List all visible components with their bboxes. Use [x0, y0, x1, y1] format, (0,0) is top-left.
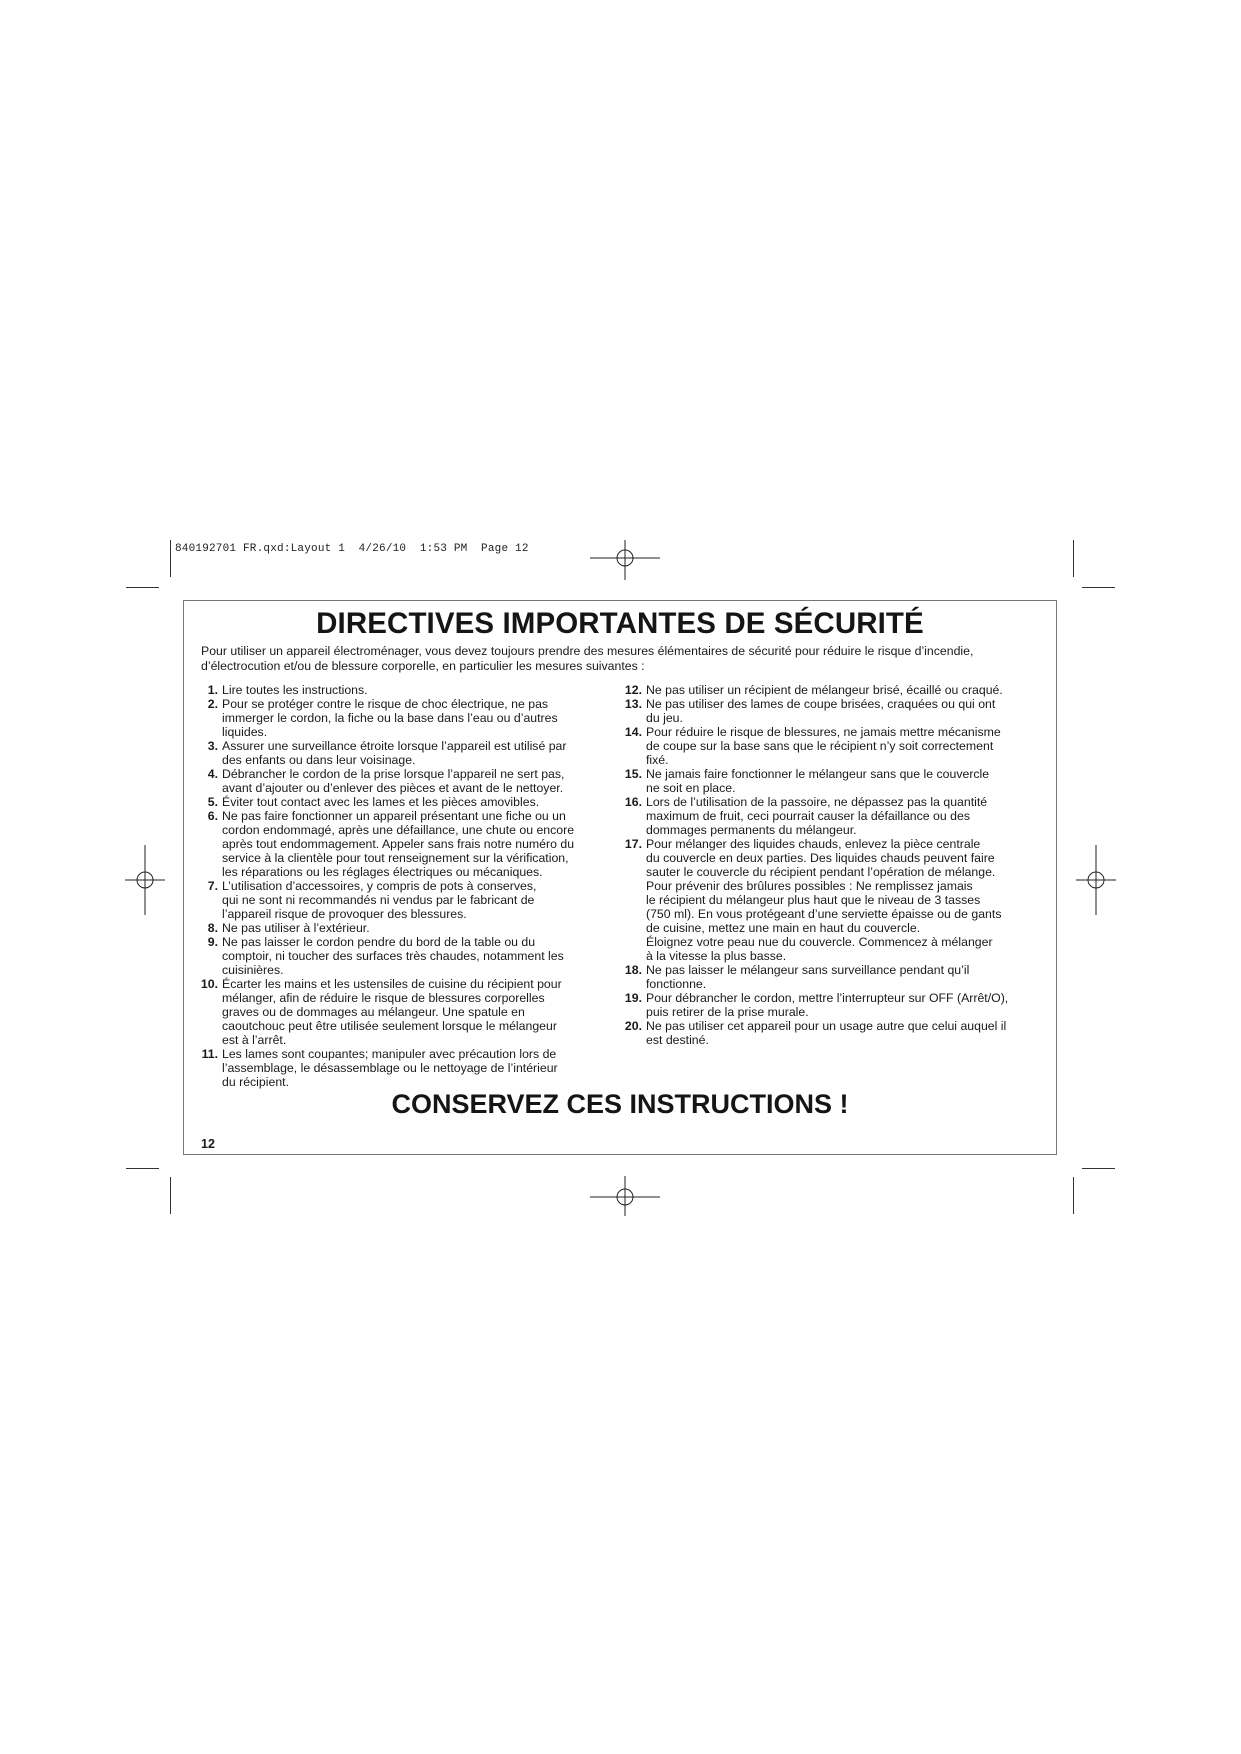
page-number: 12: [201, 1137, 215, 1151]
registration-mark-bottom-icon: [590, 1176, 660, 1216]
item-number: 3.: [207, 739, 218, 753]
list-item: [196, 683, 616, 697]
item-text: Ne pas faire fonctionner un appareil présentant une fiche ou un cordon endommagé, après une défaillance, une chute ou encore après tout endommagement. Appeler sans frais notre numéro du service à la clientèle pour tout renseignement sur la vérification, les réparations ou les réglages électriques ou mécaniques.: [222, 809, 575, 879]
item-number: 4.: [207, 767, 218, 781]
crop-mark: [126, 587, 159, 588]
list-item: [620, 725, 1050, 767]
safety-directives-panel: [183, 600, 1057, 1155]
item-number: 11.: [201, 1047, 218, 1061]
crop-mark: [1082, 1168, 1115, 1169]
footer-title: CONSERVEZ CES INSTRUCTIONS !: [391, 1089, 849, 1119]
item-text: Pour débrancher le cordon, mettre l’interrupteur sur OFF (Arrêt/O), puis retirer de la prise murale.: [646, 991, 1009, 1019]
page-title: DIRECTIVES IMPORTANTES DE SÉCURITÉ: [316, 607, 924, 640]
list-item: [196, 795, 616, 809]
item-text: Ne pas utiliser cet appareil pour un usage autre que celui auquel il est destiné.: [646, 1019, 1007, 1047]
crop-mark: [170, 1177, 171, 1214]
printer-slug-line: 840192701 FR.qxd:Layout 1 4/26/10 1:53 PM Page 12: [175, 543, 529, 555]
item-text: Pour se protéger contre le risque de choc électrique, ne pas immerger le cordon, la fiche ou la base dans l’eau ou d’autres liquides.: [222, 697, 558, 739]
item-text: Pour réduire le risque de blessures, ne jamais mettre mécanisme de coupe sur la base sans que le récipient n’y soit correctement fixé.: [646, 725, 1001, 767]
item-text: Ne pas utiliser un récipient de mélangeur brisé, écaillé ou craqué.: [646, 683, 1003, 697]
item-text: Débrancher le cordon de la prise lorsque l’appareil ne sert pas, avant d’ajouter ou d’enlever des pièces et avant de le nettoyer.: [222, 767, 565, 795]
item-number: 15.: [624, 767, 642, 781]
crop-mark: [170, 540, 171, 577]
list-item: [620, 991, 1050, 1019]
item-number: 12.: [624, 683, 642, 697]
registration-mark-left-icon: [125, 845, 165, 915]
item-number: 13.: [624, 697, 642, 711]
item-text: Ne jamais faire fonctionner le mélangeur sans que le couvercle ne soit en place.: [646, 767, 990, 795]
item-text: Ne pas laisser le mélangeur sans surveillance pendant qu’il fonctionne.: [646, 963, 970, 991]
item-text: Écarter les mains et les ustensiles de cuisine du récipient pour mélanger, afin de réduire le risque de blessures corporelles graves ou de dommages au mélangeur. Une spatule en caoutchouc peut être utilisée seulement lorsque le mélangeur est à l’arrêt.: [222, 977, 562, 1047]
crop-mark: [1073, 540, 1074, 577]
item-number: 2.: [207, 697, 218, 711]
list-item: [620, 963, 1050, 991]
list-item: [196, 879, 616, 921]
intro-paragraph: Pour utiliser un appareil électroménager, vous devez toujours prendre des mesures élémentaires de sécurité pour réduire le risque d’incendie, d’électrocution et/ou de blessure corporelle, en particulier les mesures suivantes :: [201, 644, 974, 673]
list-item: [620, 1019, 1050, 1047]
item-text: Les lames sont coupantes; manipuler avec précaution lors de l’assemblage, le désassemblage ou le nettoyage de l’intérieur du récipient.: [222, 1047, 558, 1089]
item-text: Assurer une surveillance étroite lorsque l’appareil est utilisé par des enfants ou dans leur voisinage.: [222, 739, 567, 767]
list-item: [196, 921, 616, 935]
item-number: 5.: [207, 795, 218, 809]
list-item: [196, 767, 616, 795]
item-number: 1.: [207, 683, 218, 697]
left-instructions-column: [196, 683, 616, 1089]
item-number: 20.: [624, 1019, 642, 1033]
item-number: 9.: [207, 935, 218, 949]
list-item: [196, 1047, 616, 1089]
item-number: 14.: [624, 725, 642, 739]
list-item: [620, 697, 1050, 725]
item-number: 16.: [624, 795, 642, 809]
item-text: Ne pas utiliser à l’extérieur.: [222, 921, 370, 935]
list-item: [196, 739, 616, 767]
crop-mark: [126, 1168, 159, 1169]
list-item: [196, 697, 616, 739]
item-number: 19.: [624, 991, 642, 1005]
list-item: [620, 767, 1050, 795]
crop-mark: [1082, 587, 1115, 588]
list-item: [620, 795, 1050, 837]
item-number: 10.: [200, 977, 218, 991]
crop-mark: [1073, 1177, 1074, 1214]
item-text: Pour mélanger des liquides chauds, enlevez la pièce centrale du couvercle en deux parties. Des liquides chauds peuvent faire sauter le couvercle du récipient pendant l’opération de mélange. Pour prévenir des brûlures possibles : Ne remplissez jamais le récipient du mélangeur plus haut que le niveau de 3 tasses (750 ml). En vous protégeant d’une serviette épaisse ou de gants de cuisine, mettez une main en haut du couvercle. Éloignez votre peau nue du couvercle. Commencez à mélanger à la vitesse la plus basse.: [646, 837, 1002, 963]
list-item: [620, 837, 1050, 963]
item-text: Ne pas laisser le cordon pendre du bord de la table ou du comptoir, ni toucher des surfaces très chaudes, notamment les cuisinières.: [222, 935, 564, 977]
item-number: 17.: [624, 837, 642, 851]
item-number: 18.: [624, 963, 642, 977]
item-text: Éviter tout contact avec les lames et les pièces amovibles.: [222, 795, 540, 809]
list-item: [620, 683, 1050, 697]
registration-mark-right-icon: [1076, 845, 1116, 915]
item-text: Ne pas utiliser des lames de coupe brisées, craquées ou qui ont du jeu.: [646, 697, 996, 725]
item-number: 8.: [207, 921, 218, 935]
item-number: 6.: [207, 809, 218, 823]
registration-mark-top-icon: [590, 540, 660, 580]
list-item: [196, 809, 616, 879]
right-instructions-column: [620, 683, 1050, 1047]
item-text: Lire toutes les instructions.: [222, 683, 368, 697]
item-number: 7.: [207, 879, 218, 893]
list-item: [196, 977, 616, 1047]
item-text: L’utilisation d’accessoires, y compris de pots à conserves, qui ne sont ni recommandés ni vendus par le fabricant de l’appareil risque de provoquer des blessures.: [222, 879, 537, 921]
item-text: Lors de l’utilisation de la passoire, ne dépassez pas la quantité maximum de fruit, ceci pourrait causer la défaillance ou des dommages permanents du mélangeur.: [646, 795, 988, 837]
list-item: [196, 935, 616, 977]
